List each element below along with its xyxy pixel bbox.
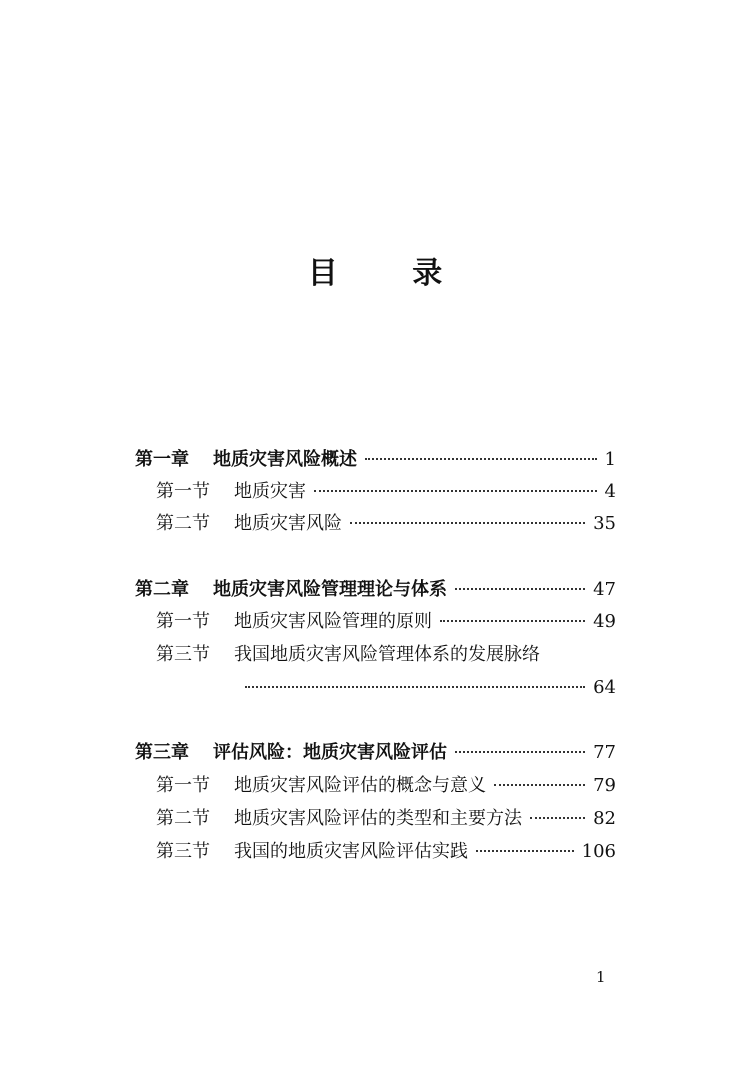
section-title: 地质灾害风险评估的概念与意义 bbox=[234, 775, 486, 796]
chapter-number: 第二章 bbox=[135, 579, 189, 600]
section-number: 第三节 bbox=[156, 841, 210, 862]
dot-leader bbox=[245, 686, 585, 688]
chapter-title: 地质灾害风险管理理论与体系 bbox=[213, 579, 447, 600]
page-number: 79 bbox=[593, 775, 616, 796]
toc-section-3-2[interactable] bbox=[156, 807, 616, 831]
section-title: 地质灾害风险管理的原则 bbox=[234, 611, 432, 632]
chapter-number: 第一章 bbox=[135, 449, 189, 470]
section-title: 地质灾害 bbox=[234, 481, 306, 502]
section-title: 我国地质灾害风险管理体系的发展脉络 bbox=[234, 644, 540, 665]
page-number: 77 bbox=[593, 742, 616, 763]
dot-leader bbox=[350, 522, 585, 524]
chapter-title: 地质灾害风险概述 bbox=[213, 449, 357, 470]
page-title: 目 录 bbox=[307, 256, 475, 291]
page-number: 49 bbox=[593, 611, 616, 632]
toc-chapter-3[interactable] bbox=[135, 741, 616, 765]
toc-chapter-1[interactable] bbox=[135, 448, 616, 472]
dot-leader bbox=[476, 850, 574, 852]
section-number: 第一节 bbox=[156, 775, 210, 796]
section-number: 第一节 bbox=[156, 611, 210, 632]
section-title: 我国的地质灾害风险评估实践 bbox=[234, 841, 468, 862]
section-number: 第二节 bbox=[156, 808, 210, 829]
dot-leader bbox=[365, 458, 597, 460]
dot-leader bbox=[440, 620, 585, 622]
dot-leader bbox=[494, 784, 585, 786]
section-title: 地质灾害风险 bbox=[234, 513, 342, 534]
page-number: 1 bbox=[604, 449, 616, 470]
toc-chapter-2[interactable] bbox=[135, 578, 616, 602]
toc-section-2-1[interactable] bbox=[156, 610, 616, 634]
page-number: 4 bbox=[604, 481, 616, 502]
toc-section-2-3[interactable] bbox=[156, 643, 616, 667]
section-number: 第三节 bbox=[156, 644, 210, 665]
dot-leader bbox=[314, 490, 597, 492]
footer-page-number: 1 bbox=[596, 968, 606, 986]
section-title: 地质灾害风险评估的类型和主要方法 bbox=[234, 808, 522, 829]
section-number: 第一节 bbox=[156, 481, 210, 502]
page-number: 106 bbox=[581, 841, 616, 862]
chapter-number: 第三章 bbox=[135, 742, 189, 763]
section-number: 第二节 bbox=[156, 513, 210, 534]
page-number: 35 bbox=[593, 513, 616, 534]
page-number: 82 bbox=[593, 808, 616, 829]
dot-leader bbox=[455, 588, 585, 590]
dot-leader bbox=[455, 751, 585, 753]
toc-section-1-2[interactable] bbox=[156, 512, 616, 536]
dot-leader bbox=[530, 817, 585, 819]
page-number: 64 bbox=[593, 677, 616, 698]
toc-section-1-1[interactable] bbox=[156, 480, 616, 504]
toc-section-3-1[interactable] bbox=[156, 774, 616, 798]
chapter-title: 评估风险：地质灾害风险评估 bbox=[213, 742, 447, 763]
toc-section-2-3-continuation[interactable] bbox=[245, 676, 616, 700]
page-number: 47 bbox=[593, 579, 616, 600]
toc-section-3-3[interactable] bbox=[156, 840, 616, 864]
